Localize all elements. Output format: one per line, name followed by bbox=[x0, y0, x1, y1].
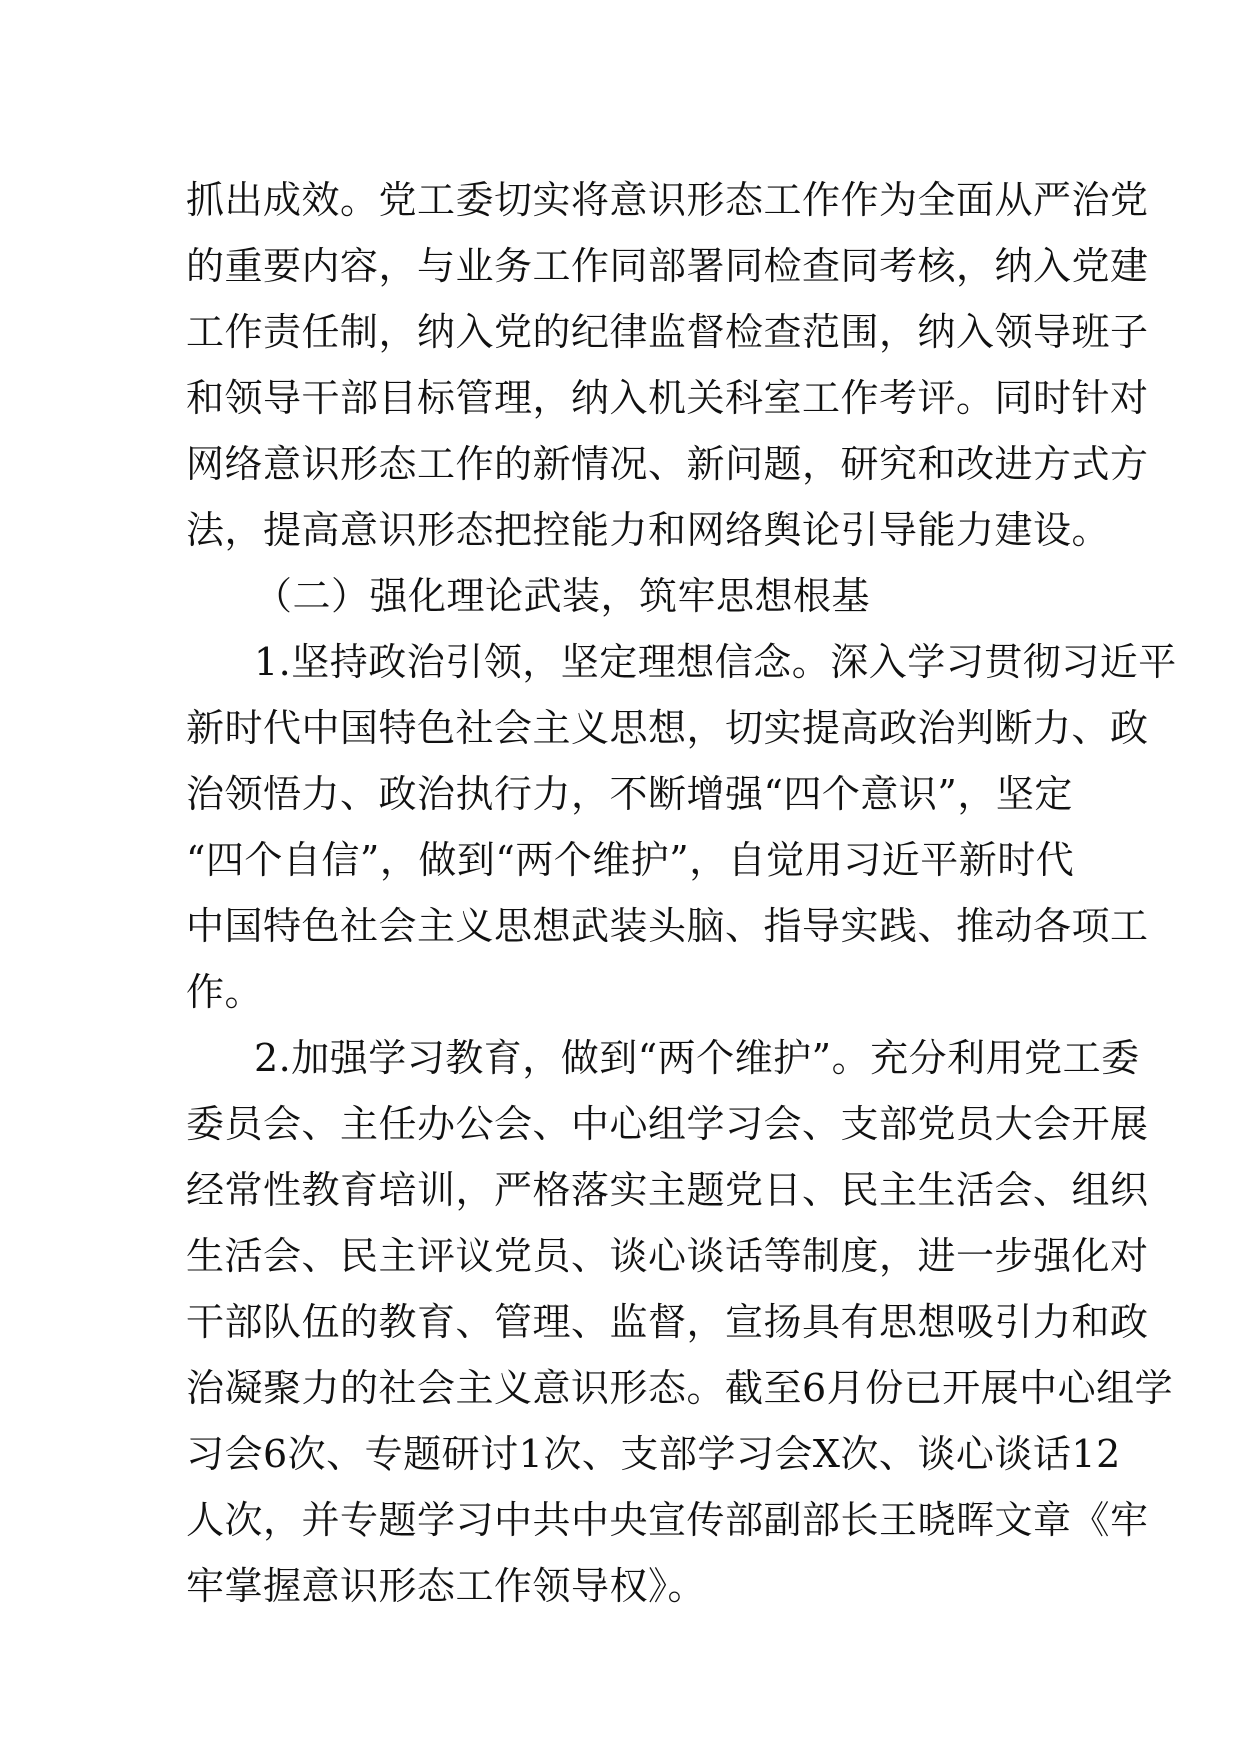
text-line: 新时代中国特色社会主义思想，切实提高政治判断力、政 bbox=[186, 706, 1149, 750]
text-line: 作。 bbox=[186, 970, 264, 1014]
text-line: 的重要内容，与业务工作同部署同检查同考核，纳入党建 bbox=[186, 244, 1149, 288]
document-body bbox=[186, 167, 1177, 1619]
text-line: 和领导干部目标管理，纳入机关科室工作考评。同时针对 bbox=[186, 376, 1149, 420]
text-line: 干部队伍的教育、管理、监督，宣扬具有思想吸引力和政 bbox=[186, 1300, 1149, 1344]
paragraph-continuation bbox=[186, 167, 1149, 563]
text-line: 生活会、民主评议党员、谈心谈话等制度，进一步强化对 bbox=[186, 1234, 1149, 1278]
text-line: 治凝聚力的社会主义意识形态。截至6月份已开展中心组学 bbox=[186, 1366, 1174, 1410]
paragraph-item-2 bbox=[186, 1025, 1174, 1619]
text-line: 人次，并专题学习中共中央宣传部副部长王晓晖文章《牢 bbox=[186, 1498, 1149, 1542]
text-line: 1.坚持政治引领，坚定理想信念。深入学习贯彻习近平 bbox=[254, 640, 1177, 684]
text-line: 抓出成效。党工委切实将意识形态工作作为全面从严治党 bbox=[186, 178, 1149, 222]
text-line: 牢掌握意识形态工作领导权》。 bbox=[186, 1564, 707, 1608]
text-line: 网络意识形态工作的新情况、新问题，研究和改进方式方 bbox=[186, 442, 1149, 486]
text-line: “四个自信”，做到“两个维护”，自觉用习近平新时代 bbox=[186, 838, 1075, 882]
text-line: 工作责任制，纳入党的纪律监督检查范围，纳入领导班子 bbox=[186, 310, 1149, 354]
text-line: 中国特色社会主义思想武装头脑、指导实践、推动各项工 bbox=[186, 904, 1149, 948]
text-line: 经常性教育培训，严格落实主题党日、民主生活会、组织 bbox=[186, 1168, 1149, 1212]
text-line: 法，提高意识形态把控能力和网络舆论引导能力建设。 bbox=[186, 508, 1111, 552]
text-line: 委员会、主任办公会、中心组学习会、支部党员大会开展 bbox=[186, 1102, 1149, 1146]
text-line: 习会6次、专题研讨1次、支部学习会X次、谈心谈话12 bbox=[186, 1432, 1121, 1476]
section-heading bbox=[186, 563, 1056, 629]
text-line: 治领悟力、政治执行力，不断增强“四个意识”，坚定 bbox=[186, 772, 1073, 816]
section-heading-text: （二）强化理论武装，筑牢思想根基 bbox=[254, 574, 871, 618]
text-line: 2.加强学习教育，做到“两个维护”。充分利用党工委 bbox=[254, 1036, 1140, 1080]
paragraph-item-1 bbox=[186, 629, 1177, 1025]
